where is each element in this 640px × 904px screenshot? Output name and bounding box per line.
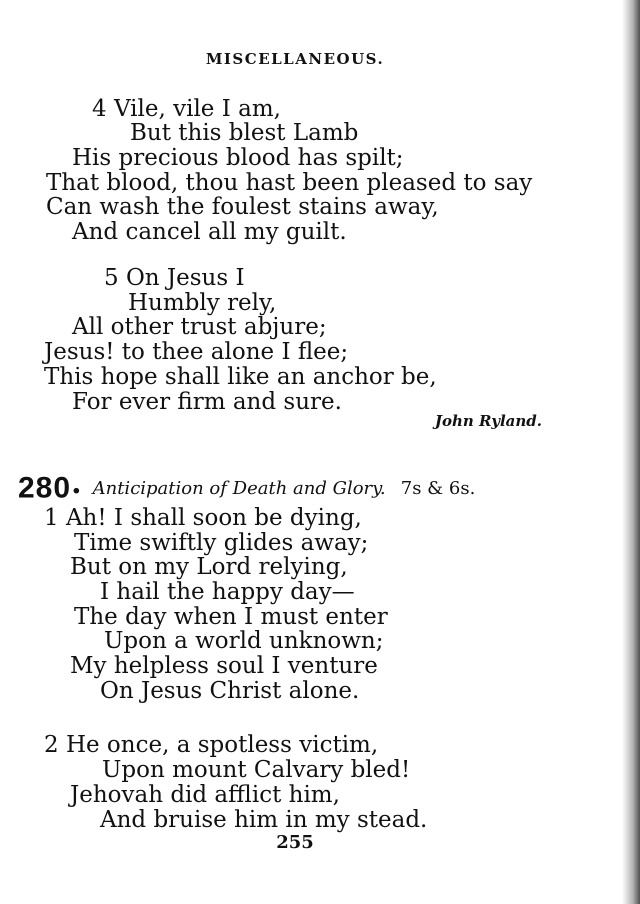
stanza-5-line-4: Jesus! to thee alone I flee; xyxy=(44,339,349,365)
hymn-stanza-1-line-7: My helpless soul I venture xyxy=(70,653,378,679)
hymn-header xyxy=(18,466,475,506)
stanza-5-line-5: This hope shall like an anchor be, xyxy=(44,364,437,390)
stanza-4-line-5: Can wash the foulest stains away, xyxy=(46,194,439,220)
hymn-stanza-1-line-5: The day when I must enter xyxy=(74,604,388,630)
hymn-stanza-1-line-6: Upon a world unknown; xyxy=(104,628,384,654)
hymn-stanza-1-line-4: I hail the happy day— xyxy=(100,579,355,605)
hymn-stanza-2-line-2: Upon mount Calvary bled! xyxy=(102,757,411,783)
page-edge-shadow xyxy=(622,0,640,904)
hymn-number: 280 xyxy=(18,471,72,505)
stanza-4-line-3: His precious blood has spilt; xyxy=(72,145,404,171)
stanza-4-line-1: 4 Vile, vile I am, xyxy=(92,96,281,122)
hymn-number-dot: . xyxy=(71,466,82,501)
hymn-stanza-2-line-1: 2 He once, a spotless victim, xyxy=(44,732,379,758)
hymn-stanza-1-line-1: 1 Ah! I shall soon be dying, xyxy=(44,505,362,531)
stanza-5-line-2: Humbly rely, xyxy=(128,290,277,316)
stanza-4-line-6: And cancel all my guilt. xyxy=(72,219,347,245)
hymn-stanza-1-line-2: Time swiftly glides away; xyxy=(74,530,369,556)
stanza-5-line-3: All other trust abjure; xyxy=(72,314,327,340)
hymn-stanza-1-line-3: But on my Lord relying, xyxy=(70,554,348,580)
hymn-stanza-2-line-4: And bruise him in my stead. xyxy=(100,807,428,833)
hymn-title: Anticipation of Death and Glory. xyxy=(92,478,386,499)
stanza-4-line-2: But this blest Lamb xyxy=(130,120,359,146)
page-number: 255 xyxy=(276,832,314,853)
hymn-stanza-1-line-8: On Jesus Christ alone. xyxy=(100,678,360,704)
stanza-5-line-1: 5 On Jesus I xyxy=(104,265,245,291)
stanza-4-line-4: That blood, thou hast been pleased to say xyxy=(46,170,533,196)
hymn-stanza-2-line-3: Jehovah did afflict him, xyxy=(70,782,340,808)
running-head: MISCELLANEOUS. xyxy=(205,50,385,68)
hymn-author: John Ryland. xyxy=(434,412,542,430)
hymn-meter: 7s & 6s. xyxy=(400,478,476,499)
stanza-5-line-6: For ever firm and sure. xyxy=(72,389,342,415)
